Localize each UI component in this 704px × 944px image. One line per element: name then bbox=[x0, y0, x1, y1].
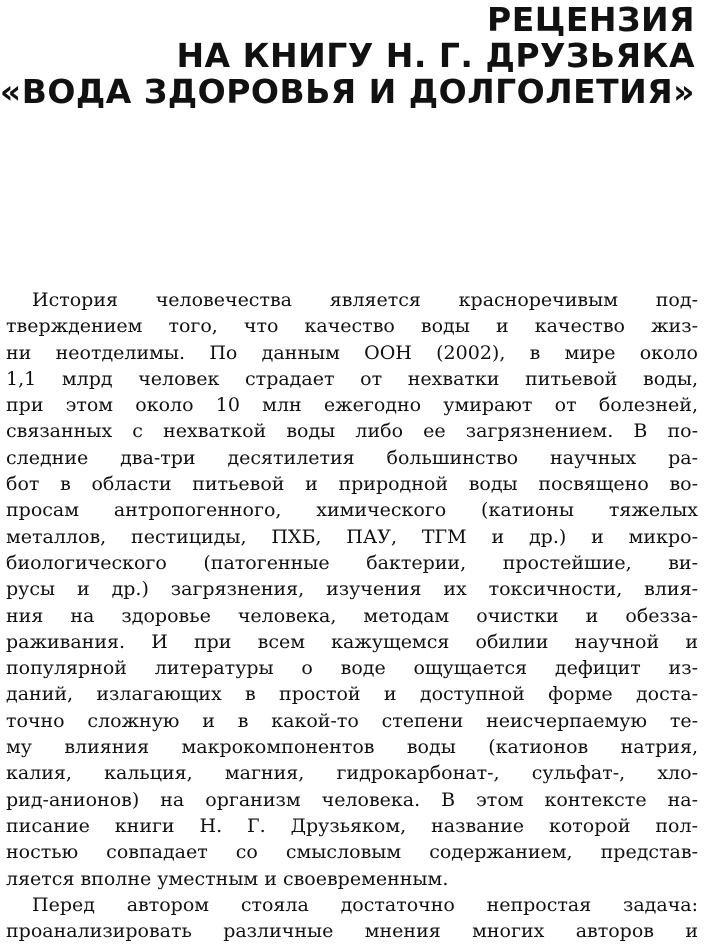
text-line: при этом около 10 млн ежегодно умирают от болезней, bbox=[6, 394, 698, 417]
text-line: ностью совпадает со смысловым содержанием, представ- bbox=[6, 841, 698, 864]
title-line-3: «ВОДА ЗДОРОВЬЯ И ДОЛГОЛЕТИЯ» bbox=[0, 72, 695, 111]
text-line: раживания. И при всем кажущемся обилии научной и bbox=[6, 630, 698, 653]
text-line: рид-анионов) на организм человека. В этом контексте на- bbox=[6, 788, 698, 811]
title-line-1: РЕЦЕНЗИЯ bbox=[487, 0, 695, 39]
text-line: му влияния макрокомпонентов воды (катионов натрия, bbox=[6, 736, 698, 759]
text-line: калия, кальция, магния, гидрокарбонат-, сульфат-, хло- bbox=[6, 762, 698, 785]
text-line: даний, излагающих в простой и доступной форме доста- bbox=[6, 683, 698, 706]
text-line: металлов, пестициды, ПХБ, ПАУ, ТГМ и др.) и микро- bbox=[6, 525, 698, 548]
text-line: 1,1 млрд человек страдает от нехватки питьевой воды, bbox=[6, 367, 698, 390]
text-line: биологического (патогенные бактерии, простейшие, ви- bbox=[6, 551, 698, 574]
text-line: русы и др.) загрязнения, изучения их токсичности, влия- bbox=[6, 578, 698, 601]
body-text bbox=[6, 287, 698, 944]
text-line: писание книги Н. Г. Друзьяком, название которой пол- bbox=[6, 814, 698, 837]
text-line: ния на здоровье человека, методам очистки и обезза- bbox=[6, 604, 698, 627]
text-line: популярной литературы о воде ощущается дефицит из- bbox=[6, 657, 698, 680]
title-line-2: НА КНИГУ Н. Г. ДРУЗЬЯКА bbox=[176, 36, 695, 75]
text-line: просам антропогенного, химического (катионы тяжелых bbox=[6, 499, 698, 522]
text-line: точно сложную и в какой-то степени неисчерпаемую те- bbox=[6, 709, 698, 732]
text-line: проанализировать различные мнения многих авторов и bbox=[6, 920, 698, 943]
text-line: следние два-три десятилетия большинство научных ра- bbox=[6, 446, 698, 469]
text-line: История человечества является красноречивым под- bbox=[32, 289, 698, 311]
text-line: Перед автором стояла достаточно непростая задача: bbox=[32, 893, 698, 916]
text-line: бот в области питьевой и природной воды посвящено во- bbox=[6, 473, 698, 496]
text-line: связанных с нехваткой воды либо ее загрязнением. В по- bbox=[6, 420, 698, 443]
text-line: тверждением того, что качество воды и качество жиз- bbox=[6, 315, 698, 338]
page-title bbox=[0, 2, 695, 110]
text-line: ляется вполне уместным и своевременным. bbox=[6, 867, 449, 890]
text-line: ни неотделимы. По данным ООН (2002), в мире около bbox=[6, 341, 698, 364]
